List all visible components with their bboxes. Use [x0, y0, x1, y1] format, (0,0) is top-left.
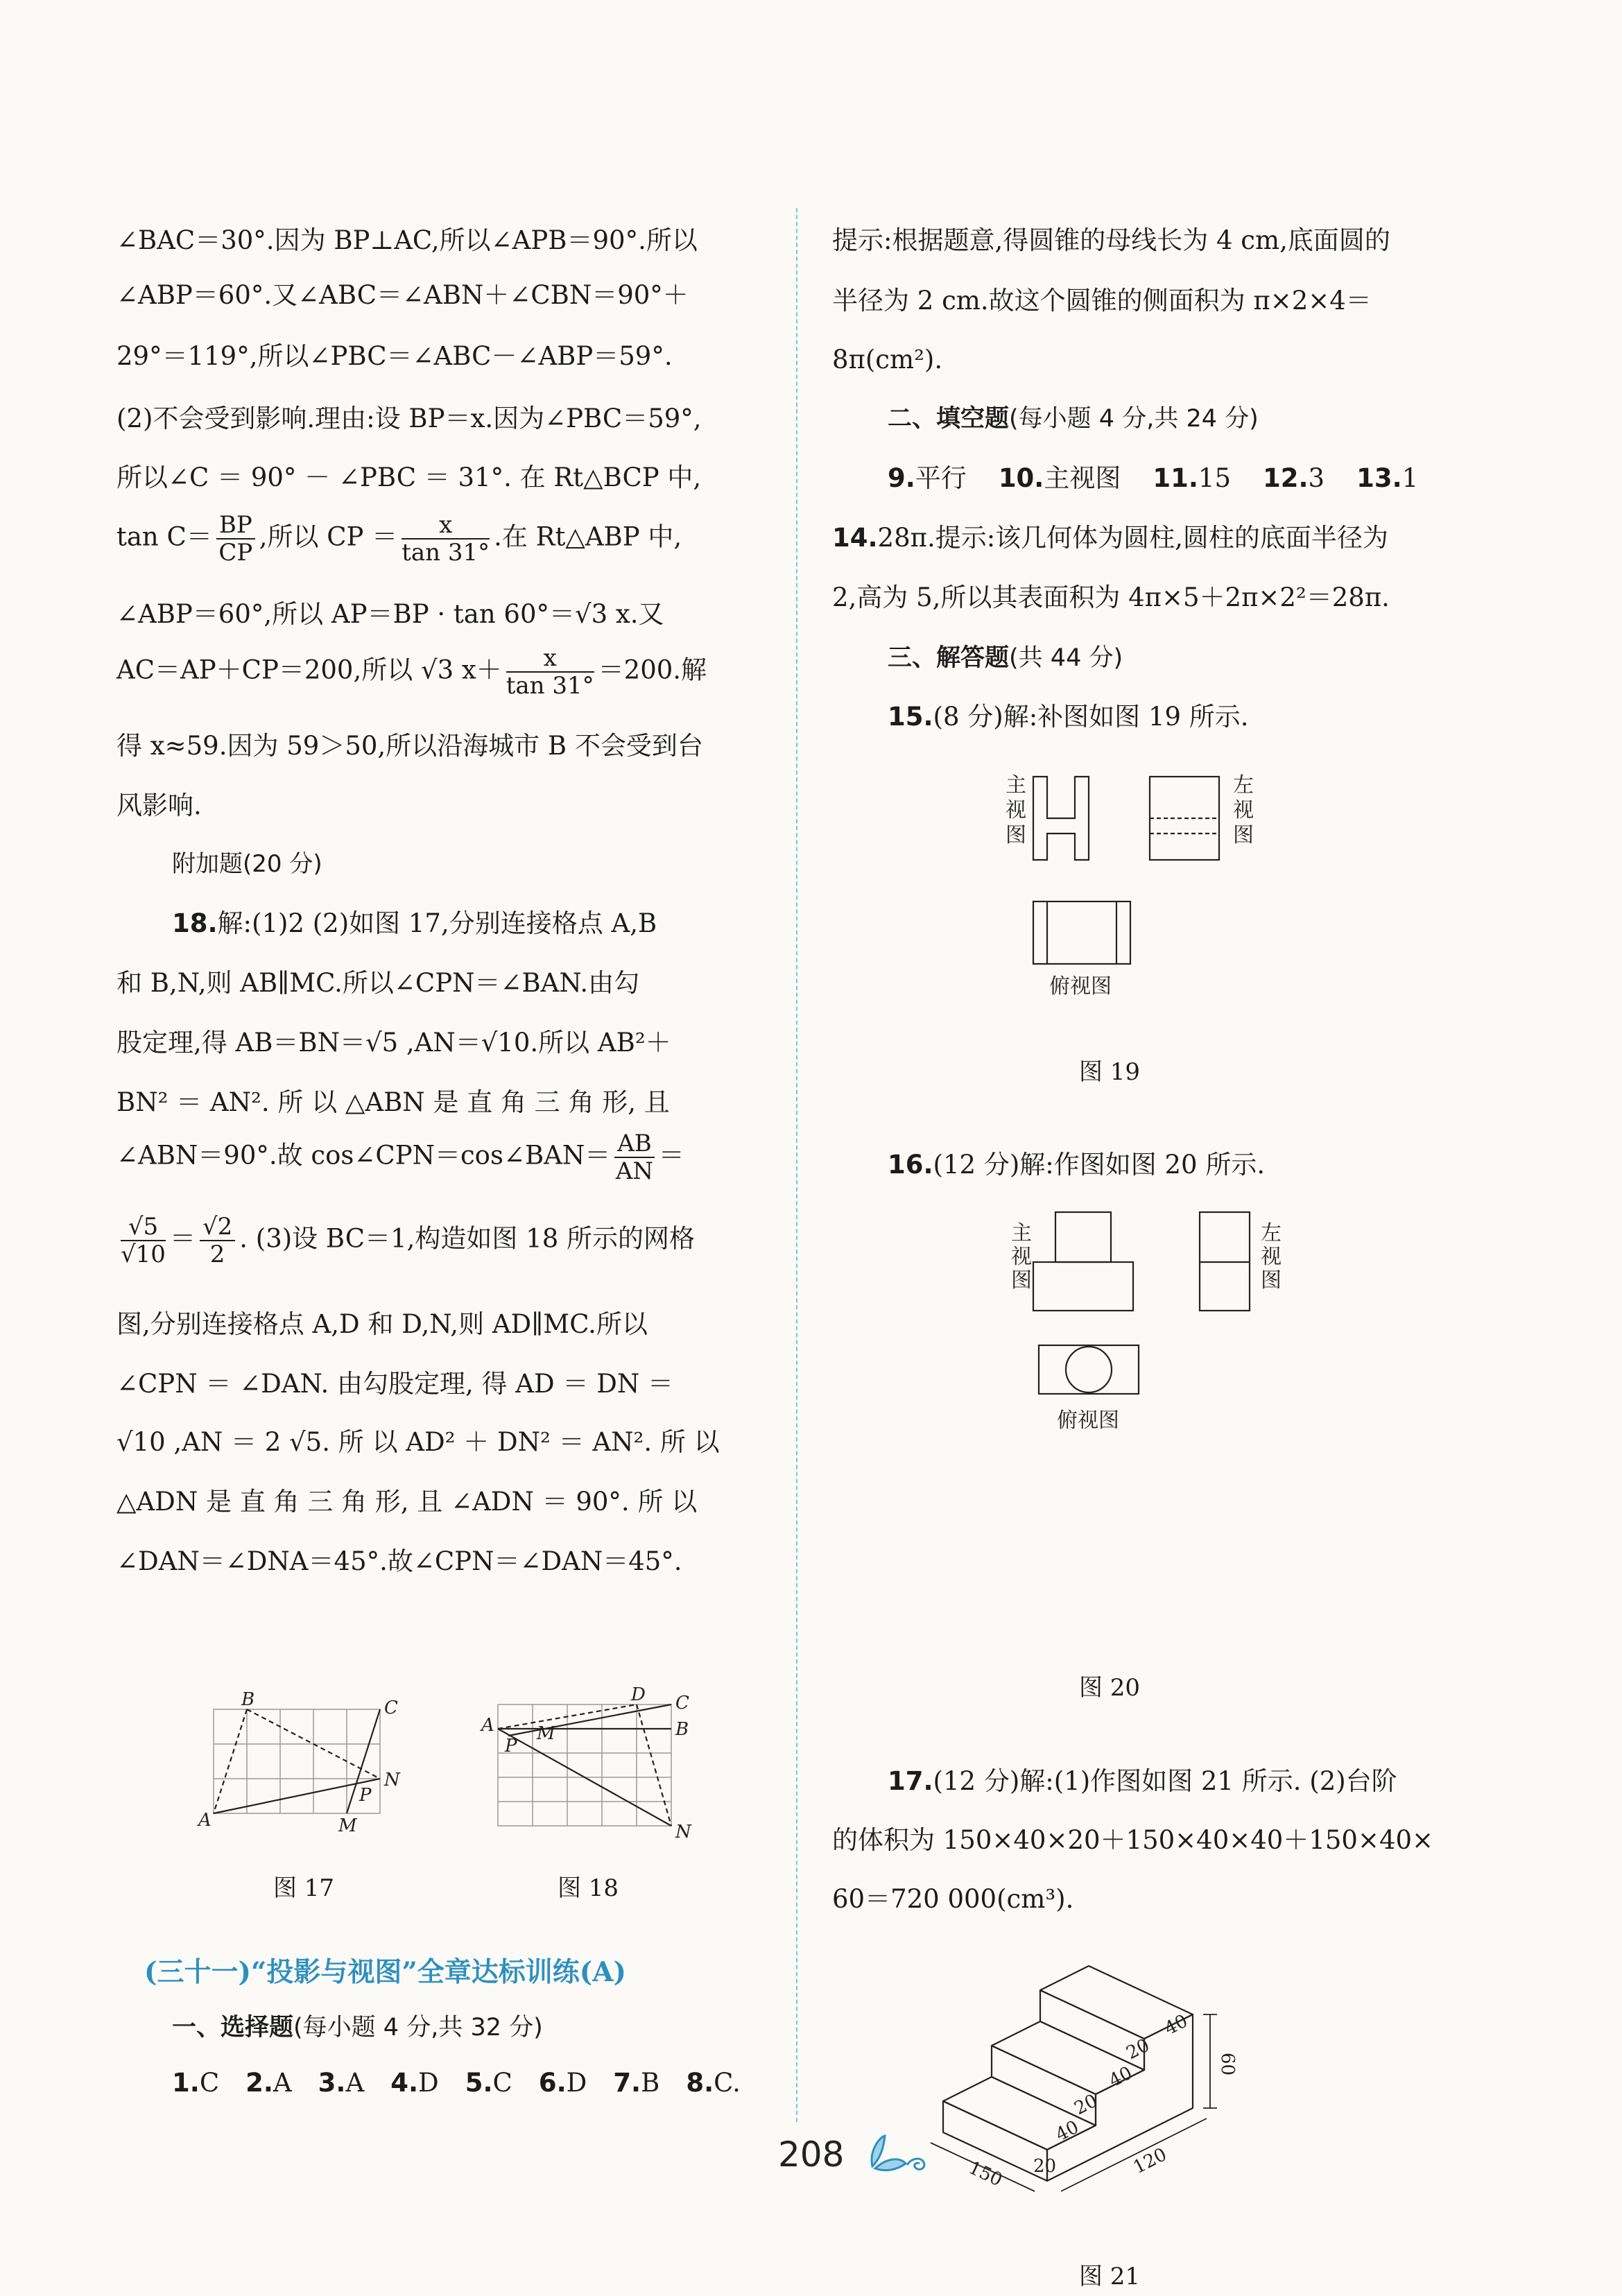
figure-19 [992, 770, 1283, 1047]
fraction [506, 645, 594, 699]
view-label: 左 [1233, 773, 1254, 797]
text-line [832, 521, 1388, 555]
answer-number: 12. [1263, 463, 1309, 493]
text-span: ＝ [169, 1223, 196, 1254]
text-line: ∠CPN ＝ ∠DAN. 由勾股定理, 得 AD ＝ DN ＝ [117, 1369, 674, 1399]
view-label: 图 [1006, 823, 1026, 847]
denominator: 2 [209, 1241, 225, 1268]
part-info: (每小题 4 分,共 32 分) [293, 2014, 543, 2042]
point-label: M [338, 1815, 357, 1836]
figure-caption: 图 18 [557, 1874, 619, 1902]
answer-value: 3 [1308, 463, 1325, 493]
figure-21 [929, 1956, 1373, 2233]
figure-caption: 图 17 [273, 1874, 335, 1902]
answer-number: 9. [888, 463, 915, 493]
answer-item [318, 2068, 365, 2098]
point-label: N [384, 1770, 400, 1790]
part-title [172, 2011, 543, 2044]
text-line: 60＝720 000(cm³). [832, 1884, 1074, 1914]
figure-caption: 图 20 [1078, 1674, 1141, 1702]
text-span: AC＝AP＋CP＝200,所以 √3 x＋ [117, 655, 502, 685]
part-info: (共 44 分) [1009, 644, 1123, 672]
point-label: A [481, 1715, 494, 1736]
answer-value: C [199, 2068, 220, 2098]
text-line: 风影响. [117, 791, 202, 820]
question-number: 18. [172, 908, 218, 938]
text-span: tan C＝ [117, 521, 212, 552]
part-heading: 一、选择题 [172, 2014, 294, 2042]
answer-value: A [345, 2068, 365, 2098]
answer-number: 6. [538, 2068, 567, 2098]
text-line: 2,高为 5,所以其表面积为 4π×5＋2π×2²＝28π. [832, 582, 1390, 612]
view-label: 视 [1006, 798, 1026, 822]
segment-AB [214, 1709, 247, 1813]
answer-item [1356, 463, 1418, 493]
answer-number: 13. [1356, 463, 1402, 493]
dimension-label: 20 [1071, 2090, 1101, 2120]
answer-number: 11. [1153, 463, 1198, 493]
answer-value: B [641, 2068, 660, 2098]
question-number: 17. [888, 1766, 933, 1796]
answer-number: 1. [172, 2068, 200, 2098]
numerator: x [402, 512, 490, 540]
point-label: P [359, 1785, 372, 1806]
point-label: M [537, 1723, 555, 1744]
denominator: CP [218, 539, 253, 567]
figure-17 [193, 1689, 415, 1836]
question-number: 16. [888, 1150, 933, 1180]
fraction [121, 1214, 166, 1268]
view-label: 视 [1233, 798, 1254, 822]
answer-item [686, 2068, 741, 2098]
text-span: 28π.提示:该几何体为圆柱,圆柱的底面半径为 [877, 523, 1388, 553]
text-line [117, 1130, 684, 1184]
segment-AN [214, 1779, 380, 1813]
text-span: (12 分)解:(1)作图如图 21 所示. (2)台阶 [933, 1766, 1397, 1796]
text-line: 半径为 2 cm.故这个圆锥的侧面积为 π×2×4＝ [832, 286, 1372, 316]
page-number: 208 [778, 2134, 845, 2175]
section-title: (三十一)“投影与视图”全章达标训练(A) [144, 1956, 626, 1988]
point-label: B [241, 1689, 255, 1710]
answer-number: 3. [318, 2068, 346, 2098]
figure-20 [1006, 1207, 1297, 1470]
text-span: ∠ABN＝90°.故 cos∠CPN＝cos∠BAN＝ [117, 1140, 611, 1171]
text-span: (8 分)解:补图如图 19 所示. [933, 702, 1249, 732]
text-span: . (3)设 BC＝1,构造如图 18 所示的网格 [239, 1223, 696, 1254]
page-ornament-icon [865, 2130, 942, 2179]
front-view-outline [1033, 777, 1089, 860]
view-label: 图 [1011, 1268, 1032, 1293]
top-view-outline [1039, 1345, 1139, 1394]
text-line: ∠BAC＝30°.因为 BP⊥AC,所以∠APB＝90°.所以 [117, 225, 698, 255]
fill-answers [888, 462, 1450, 495]
view-label: 俯视图 [1057, 1408, 1119, 1433]
view-label: 主 [1006, 773, 1026, 797]
part-title [888, 402, 1259, 435]
text-line: 所以∠C ＝ 90° － ∠PBC ＝ 31°. 在 Rt△BCP 中, [117, 463, 702, 492]
dimension-label: 40 [1105, 2062, 1136, 2092]
answer-number: 10. [998, 463, 1044, 493]
view-label: 左 [1261, 1221, 1282, 1245]
view-label: 图 [1233, 823, 1254, 847]
numerator: AB [614, 1130, 655, 1158]
front-view-upper [1055, 1212, 1111, 1262]
numerator: x [506, 645, 594, 673]
text-span: ,所以 CP ＝ [259, 521, 398, 552]
view-label: 视 [1011, 1245, 1032, 1269]
answer-number: 4. [390, 2068, 419, 2098]
view-label: 俯视图 [1049, 974, 1112, 999]
text-line [117, 645, 707, 699]
denominator: tan 31° [402, 539, 490, 567]
point-label: D [631, 1684, 646, 1705]
answer-item [999, 463, 1121, 493]
answer-value: 主视图 [1044, 463, 1121, 493]
view-label: 主 [1011, 1221, 1032, 1245]
column-divider [796, 208, 797, 2122]
text-line: ∠ABP＝60°,所以 AP＝BP · tan 60°＝√3 x.又 [117, 599, 664, 629]
dimension-label: 20 [1033, 2156, 1057, 2177]
text-line: √10 ,AN ＝ 2 √5. 所 以 AD² ＋ DN² ＝ AN². 所 以 [117, 1427, 720, 1457]
answer-item [888, 463, 967, 493]
text-span: ＝ [658, 1140, 684, 1171]
fraction [216, 512, 255, 566]
answer-value: 平行 [915, 463, 967, 493]
text-line: 29°＝119°,所以∠PBC＝∠ABC－∠ABP＝59°. [117, 341, 673, 371]
text-line: 图,分别连接格点 A,D 和 D,N,则 AD∥MC.所以 [117, 1309, 648, 1339]
text-line: 8π(cm²). [832, 345, 943, 374]
text-span: .在 Rt△ABP 中, [494, 521, 682, 552]
text-line [117, 1214, 695, 1268]
answer-item [613, 2068, 659, 2098]
answer-value: 1 [1401, 463, 1419, 493]
answer-value: C. [714, 2068, 741, 2098]
text-line: 和 B,N,则 AB∥MC.所以∠CPN＝∠BAN.由勾 [117, 968, 640, 998]
answer-value: 15 [1198, 463, 1231, 493]
point-label: C [675, 1693, 689, 1714]
segment-DN [637, 1704, 671, 1826]
answer-item [539, 2068, 587, 2098]
point-label: A [198, 1810, 212, 1831]
front-view-lower [1033, 1262, 1133, 1311]
question-number: 14. [832, 523, 878, 553]
text-line: 的体积为 150×40×20＋150×40×40＋150×40× [832, 1825, 1434, 1855]
answer-value: D [418, 2068, 439, 2098]
choice-answers [172, 2066, 767, 2100]
answer-number: 5. [465, 2068, 493, 2098]
text-line [117, 512, 682, 566]
dimension-label: 150 [965, 2157, 1006, 2191]
answer-number: 8. [686, 2068, 714, 2098]
dimension-label: 120 [1130, 2143, 1171, 2179]
answer-number: 7. [613, 2068, 641, 2098]
point-label: C [384, 1698, 398, 1718]
answer-item [172, 2068, 219, 2098]
text-line: △ADN 是 直 角 三 角 形, 且 ∠ADN ＝ 90°. 所 以 [117, 1487, 698, 1517]
figure-caption: 图 19 [1078, 1058, 1141, 1086]
point-label: N [675, 1822, 691, 1842]
point-label: P [505, 1736, 517, 1756]
answer-item [390, 2068, 438, 2098]
numerator: √5 [121, 1214, 166, 1241]
answer-value: C [492, 2068, 512, 2098]
point-label: B [675, 1719, 689, 1740]
fraction [402, 512, 490, 566]
figure-18 [477, 1684, 706, 1843]
part-heading: 三、解答题 [888, 644, 1010, 672]
text-line: (2)不会受到影响.理由:设 BP＝x.因为∠PBC＝59°, [117, 404, 702, 433]
dimension-label: 40 [1161, 2010, 1191, 2040]
part-title [888, 641, 1123, 675]
text-line [888, 700, 1249, 734]
denominator: √10 [121, 1241, 166, 1268]
part-heading: 二、填空题 [888, 405, 1010, 433]
answer-item [245, 2068, 292, 2098]
text-line: 得 x≈59.因为 59＞50,所以沿海城市 B 不会受到台 [117, 731, 703, 761]
numerator: √2 [200, 1214, 235, 1241]
part-info: (每小题 4 分,共 24 分) [1009, 405, 1259, 433]
text-line [888, 1765, 1397, 1798]
denominator: tan 31° [506, 672, 594, 700]
answer-item [1263, 463, 1325, 493]
answer-value: A [273, 2068, 292, 2098]
text-span: 解:(1)2 (2)如图 17,分别连接格点 A,B [217, 908, 657, 938]
text-line: 提示:根据题意,得圆锥的母线长为 4 cm,底面圆的 [832, 225, 1390, 255]
dimension-label: 40 [1052, 2116, 1082, 2146]
text-line: ∠ABP＝60°.又∠ABC＝∠ABN＋∠CBN＝90°＋ [117, 280, 689, 310]
view-label: 视 [1261, 1245, 1282, 1269]
text-span: ＝200.解 [598, 655, 707, 685]
top-view-circle [1066, 1347, 1112, 1392]
text-span: (12 分)解:作图如图 20 所示. [933, 1150, 1266, 1180]
answer-number: 2. [245, 2068, 273, 2098]
figure-caption: 图 21 [1078, 2263, 1141, 2290]
answer-value: D [566, 2068, 587, 2098]
dimension-label: 20 [1123, 2035, 1153, 2064]
grid [214, 1709, 380, 1813]
extra-question-title: 附加题(20 分) [172, 850, 322, 878]
answer-item [465, 2068, 512, 2098]
grid [498, 1704, 671, 1826]
dimension-label: 60 [1217, 2053, 1238, 2076]
text-line: BN² ＝ AN². 所 以 △ABN 是 直 角 三 角 形, 且 [117, 1087, 670, 1117]
text-line: ∠DAN＝∠DNA＝45°.故∠CPN＝∠DAN＝45°. [117, 1546, 682, 1576]
view-label: 图 [1261, 1268, 1282, 1293]
answer-item [1153, 463, 1231, 493]
text-line [888, 1148, 1265, 1182]
text-line: 股定理,得 AB＝BN＝√5 ,AN＝√10.所以 AB²＋ [117, 1028, 671, 1058]
fraction [614, 1130, 655, 1184]
numerator: BP [216, 512, 255, 540]
question-number: 15. [888, 702, 933, 732]
denominator: AN [615, 1157, 654, 1185]
fraction [200, 1214, 235, 1268]
text-line [172, 907, 657, 940]
